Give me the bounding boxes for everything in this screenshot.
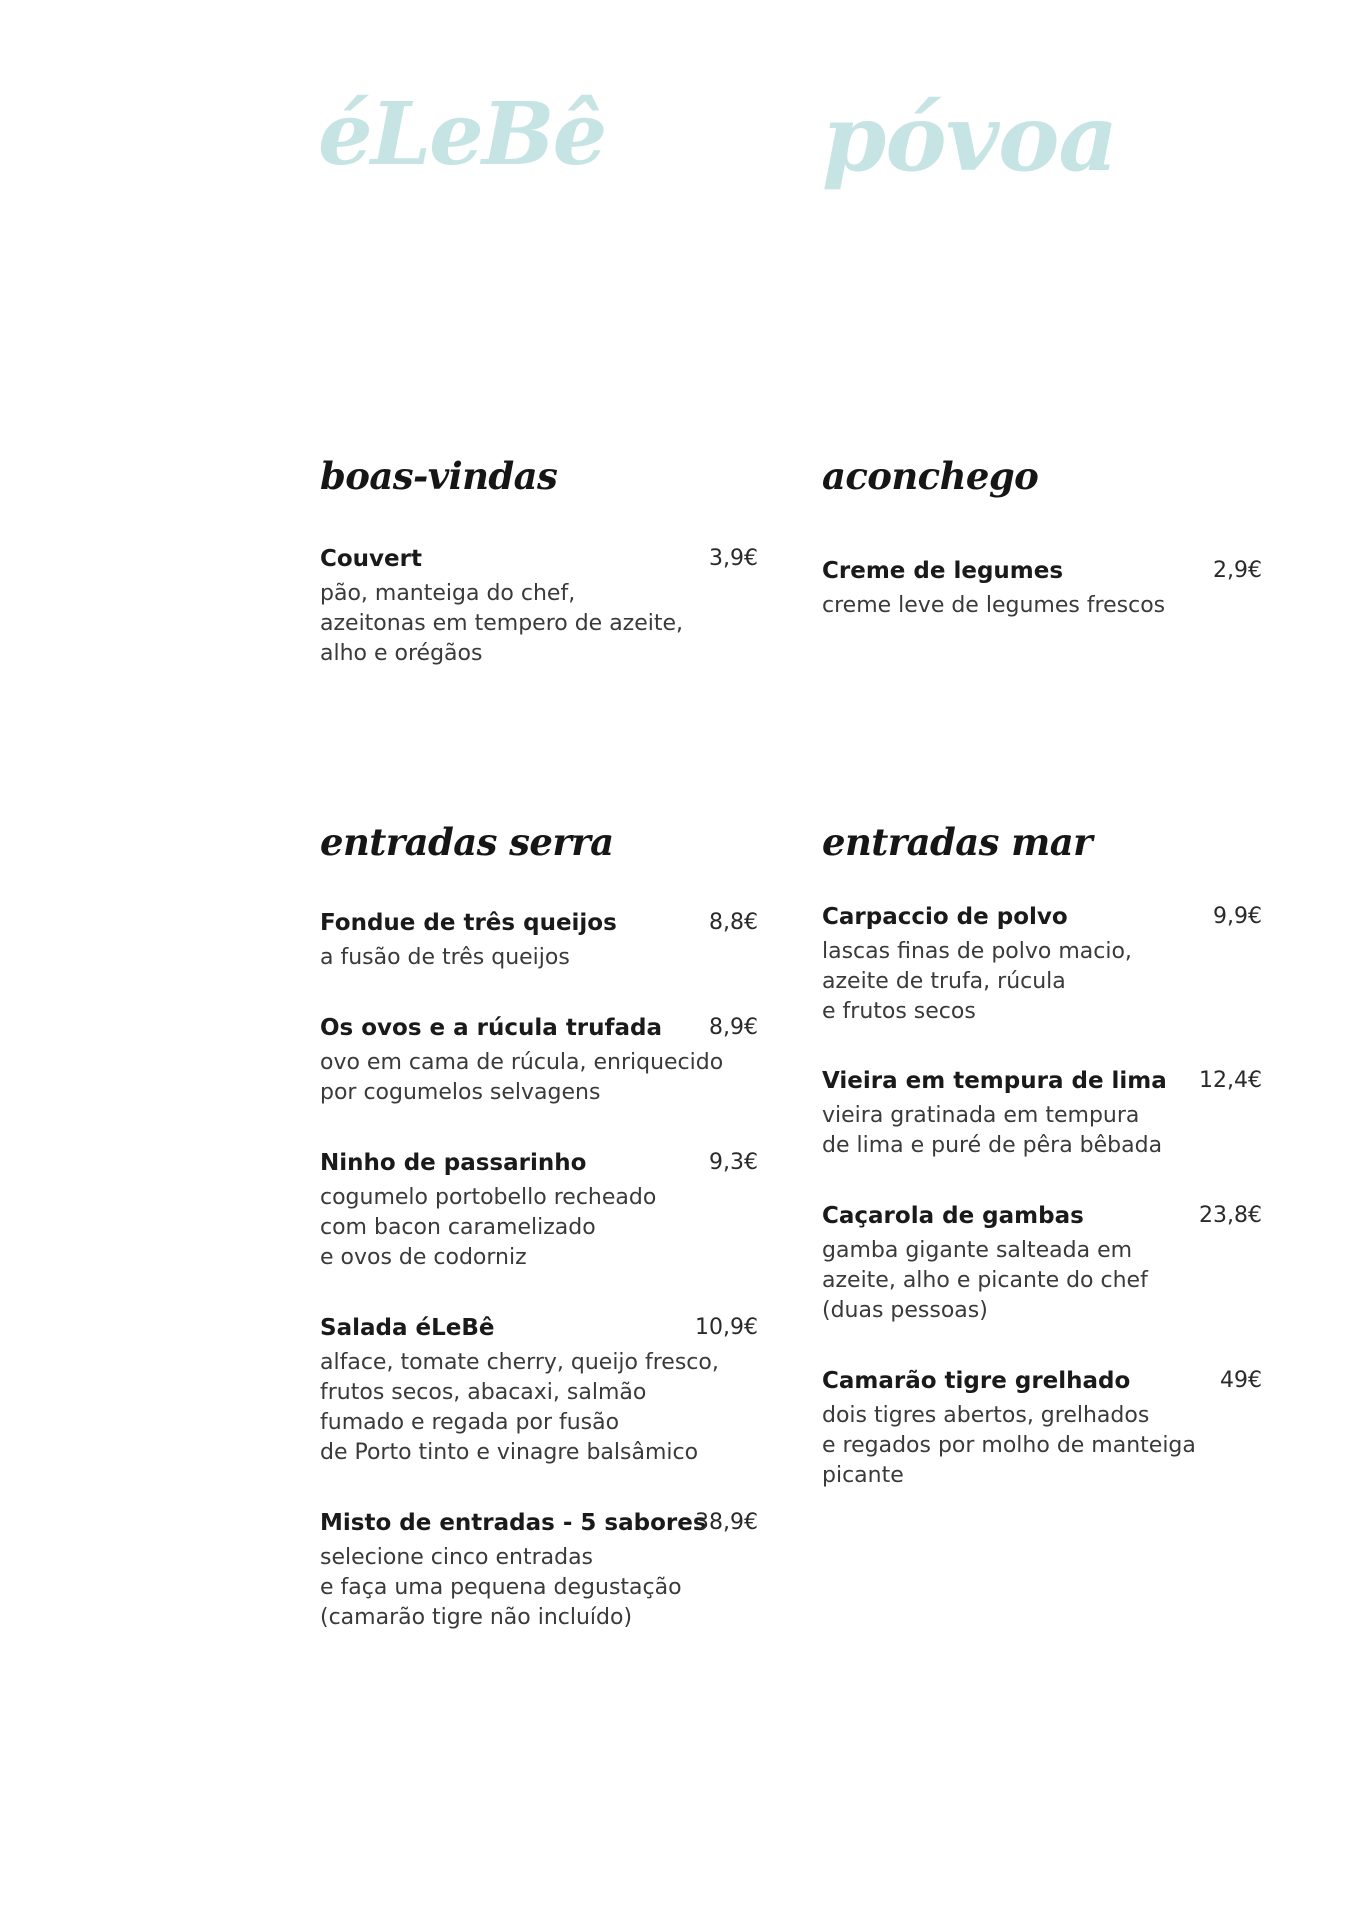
description-line: e frutos secos: [822, 999, 976, 1024]
item-name: Camarão tigre grelhado: [822, 1368, 1131, 1394]
item-price: 10,9€: [695, 1315, 758, 1340]
item-name: Caçarola de gambas: [822, 1203, 1084, 1229]
item-name: Creme de legumes: [822, 558, 1064, 584]
description-line: pão, manteiga do chef,: [320, 581, 576, 606]
section-entradas-mar: [822, 820, 1262, 1488]
description-line: com bacon caramelizado: [320, 1215, 596, 1240]
menu-item: [320, 544, 758, 669]
item-name: Os ovos e a rúcula trufada: [320, 1015, 663, 1041]
description-line: ovo em cama de rúcula, enriquecido: [320, 1050, 724, 1075]
description-line: alface, tomate cherry, queijo fresco,: [320, 1350, 719, 1375]
description-line: (camarão tigre não incluído): [320, 1605, 633, 1630]
item-description: [822, 591, 1262, 621]
section-entradas-serra: [320, 820, 758, 1630]
item-name: Ninho de passarinho: [320, 1150, 587, 1176]
description-line: alho e orégãos: [320, 641, 483, 666]
item-description: [822, 1101, 1262, 1161]
item-name: Couvert: [320, 546, 422, 572]
section-title: boas-vindas: [320, 454, 558, 498]
item-price: 12,4€: [1199, 1068, 1262, 1093]
menu-item: [822, 902, 1262, 1027]
description-line: cogumelo portobello recheado: [320, 1185, 657, 1210]
description-line: azeitonas em tempero de azeite,: [320, 611, 684, 636]
item-name: Fondue de três queijos: [320, 910, 617, 936]
description-line: a fusão de três queijos: [320, 945, 570, 970]
menu-item: [320, 1148, 758, 1273]
description-line: por cogumelos selvagens: [320, 1080, 601, 1105]
item-name: Carpaccio de polvo: [822, 904, 1068, 930]
item-description: [320, 1348, 758, 1468]
item-name: Salada éLeBê: [320, 1315, 495, 1341]
menu-item: [822, 1366, 1262, 1491]
description-line: selecione cinco entradas: [320, 1545, 594, 1570]
description-line: (duas pessoas): [822, 1298, 988, 1323]
item-price: 9,9€: [1213, 904, 1262, 929]
brand-logo-elebe: éLeBê: [318, 84, 606, 185]
item-price: 8,9€: [709, 1015, 758, 1040]
description-line: e faça uma pequena degustação: [320, 1575, 682, 1600]
description-line: frutos secos, abacaxi, salmão: [320, 1380, 647, 1405]
description-line: de lima e puré de pêra bêbada: [822, 1133, 1163, 1158]
description-line: e regados por molho de manteiga: [822, 1433, 1196, 1458]
item-description: [320, 579, 758, 669]
item-description: [822, 1236, 1262, 1326]
item-description: [822, 1401, 1262, 1491]
menu-item: [822, 556, 1262, 621]
item-description: [320, 943, 758, 973]
section-title: aconchego: [822, 454, 1039, 498]
item-price: 23,8€: [1199, 1203, 1262, 1228]
description-line: gamba gigante salteada em: [822, 1238, 1133, 1263]
item-price: 49€: [1220, 1368, 1262, 1393]
section-aconchego: [822, 454, 1262, 618]
item-price: 9,3€: [709, 1150, 758, 1175]
menu-item: [822, 1201, 1262, 1326]
item-description: [320, 1543, 758, 1633]
item-price: 2,9€: [1213, 558, 1262, 583]
description-line: creme leve de legumes frescos: [822, 593, 1166, 618]
description-line: vieira gratinada em tempura: [822, 1103, 1140, 1128]
item-price: 8,8€: [709, 910, 758, 935]
item-price: 3,9€: [709, 546, 758, 571]
description-line: e ovos de codorniz: [320, 1245, 527, 1270]
description-line: picante: [822, 1463, 904, 1488]
menu-item: [320, 1013, 758, 1108]
item-price: 38,9€: [695, 1510, 758, 1535]
menu-item: [822, 1066, 1262, 1161]
item-description: [822, 937, 1262, 1027]
item-description: [320, 1183, 758, 1273]
menu-item: [320, 908, 758, 973]
description-line: fumado e regada por fusão: [320, 1410, 620, 1435]
description-line: lascas finas de polvo macio,: [822, 939, 1132, 964]
item-description: [320, 1048, 758, 1108]
description-line: de Porto tinto e vinagre balsâmico: [320, 1440, 699, 1465]
section-title: entradas serra: [320, 820, 614, 864]
menu-item: [320, 1313, 758, 1468]
description-line: azeite de trufa, rúcula: [822, 969, 1066, 994]
brand-logo-povoa: póvoa: [822, 84, 1118, 192]
section-boas-vindas: [320, 454, 758, 666]
section-title: entradas mar: [822, 820, 1092, 864]
item-name: Vieira em tempura de lima: [822, 1068, 1167, 1094]
item-name: Misto de entradas - 5 sabores: [320, 1510, 707, 1536]
description-line: dois tigres abertos, grelhados: [822, 1403, 1150, 1428]
menu-item: [320, 1508, 758, 1633]
description-line: azeite, alho e picante do chef: [822, 1268, 1148, 1293]
